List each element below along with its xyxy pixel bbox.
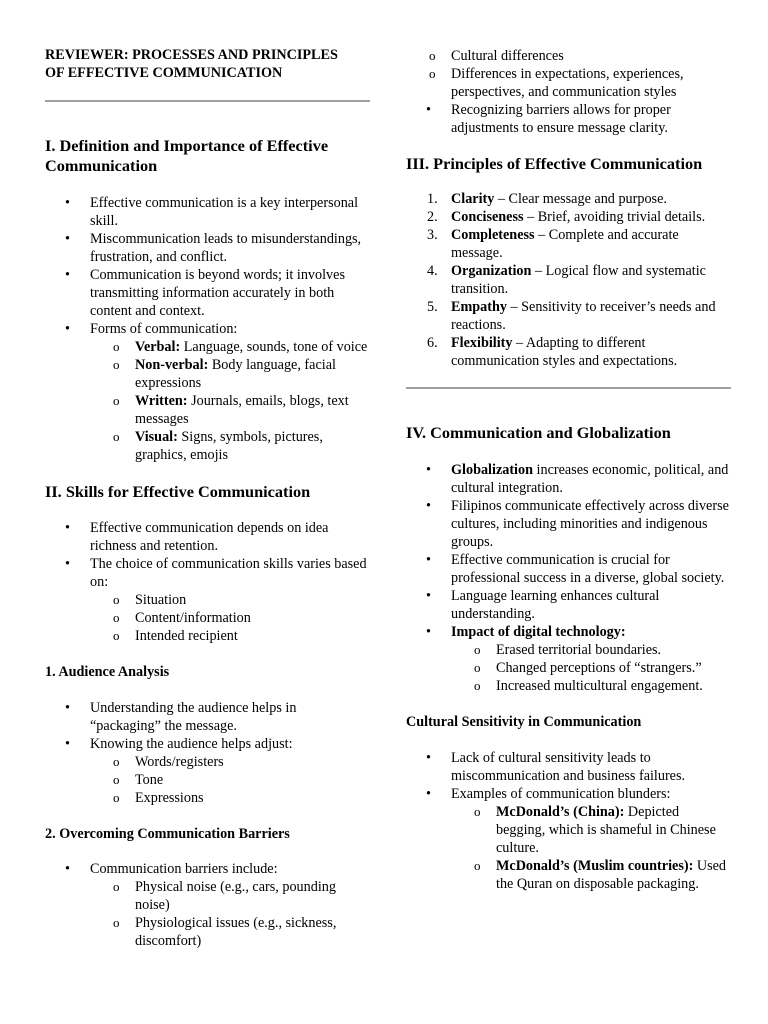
list-item: o Physical noise (e.g., cars, pounding noise)	[45, 878, 370, 914]
principle-term: Completeness	[451, 227, 535, 243]
form-desc: Body language, facial expressions	[135, 357, 336, 391]
principle-flexibility	[406, 334, 731, 370]
globalization-desc: increases economic, political, and cultural integration.	[451, 462, 729, 496]
section-3-divider	[406, 387, 731, 389]
impact-label: Impact of digital technology:	[451, 624, 626, 640]
list-item: o Cultural differences	[361, 47, 731, 65]
form-nonverbal	[45, 356, 370, 392]
barriers-label: Communication barriers include:	[90, 861, 278, 877]
list-item: • Lack of cultural sensitivity leads to miscommunication and business failures.	[406, 749, 731, 785]
list-item: o Intended recipient	[45, 627, 370, 645]
section-4-heading: IV. Communication and Globalization	[406, 423, 671, 442]
cultural-sensitivity-heading: Cultural Sensitivity in Communication	[406, 714, 642, 730]
principle-completeness	[406, 226, 731, 262]
principle-desc: – Logical flow and systematic transition.	[451, 263, 706, 297]
form-desc: Journals, emails, blogs, text messages	[135, 393, 349, 427]
principle-empathy	[406, 298, 731, 334]
audience-list	[45, 699, 370, 807]
principles-list	[406, 190, 731, 370]
list-item	[406, 461, 731, 497]
principle-organization	[406, 262, 731, 298]
principle-clarity	[406, 190, 731, 208]
globalization-term: Globalization	[451, 462, 533, 478]
principle-desc: – Sensitivity to receiver’s needs and reactions.	[451, 299, 716, 333]
adjust-list	[90, 753, 370, 807]
title-divider	[45, 100, 370, 102]
list-item	[45, 860, 370, 950]
example-term: McDonald’s (China):	[496, 804, 625, 820]
list-item	[406, 623, 731, 695]
list-item: • Effective communication is a key interpersonal skill.	[45, 194, 370, 230]
list-item: • Communication is beyond words; it involves transmitting information accurately in both content and context.	[45, 266, 370, 320]
form-written	[45, 392, 370, 428]
principle-term: Empathy	[451, 299, 507, 315]
title-line-1: REVIEWER: PROCESSES AND PRINCIPLES	[45, 47, 338, 63]
form-verbal	[45, 338, 370, 356]
section-1-list	[45, 194, 370, 464]
audience-analysis-heading: 1. Audience Analysis	[45, 664, 170, 680]
list-item: o Situation	[45, 591, 370, 609]
forms-label: Forms of communication:	[90, 321, 238, 337]
principle-desc: – Adapting to different communication styles and expectations.	[451, 335, 678, 369]
list-item: o Content/information	[45, 609, 370, 627]
form-term: Written:	[135, 393, 188, 409]
barriers-closing-list	[406, 101, 731, 137]
example-desc: Depicted begging, which is shameful in Chinese culture.	[496, 804, 716, 856]
sensitivity-list	[406, 749, 731, 893]
example-china	[406, 803, 731, 857]
barriers-heading: 2. Overcoming Communication Barriers	[45, 826, 290, 842]
principle-number: 2.	[427, 209, 438, 225]
example-desc: Used the Quran on disposable packaging.	[496, 858, 727, 892]
list-item: o Changed perceptions of “strangers.”	[406, 659, 731, 677]
adjust-label: Knowing the audience helps adjust:	[90, 736, 293, 752]
list-item: o Differences in expectations, experiences, perspectives, and communication styles	[361, 65, 731, 101]
section-2-list	[45, 519, 370, 645]
form-desc: Signs, symbols, pictures, graphics, emojis	[135, 429, 323, 463]
form-term: Verbal:	[135, 339, 181, 355]
section-1-heading: I. Definition and Importance of Effective Communication	[45, 136, 329, 175]
barriers-items-left	[90, 878, 370, 950]
principle-number: 4.	[427, 263, 438, 279]
principle-number: 3.	[427, 227, 438, 243]
list-item: o Expressions	[45, 789, 370, 807]
principle-desc: – Complete and accurate message.	[451, 227, 679, 261]
list-item	[45, 555, 370, 645]
list-item: • Effective communication depends on idea richness and retention.	[45, 519, 370, 555]
document-title	[45, 46, 370, 82]
left-column	[45, 46, 370, 950]
list-item: o Increased multicultural engagement.	[406, 677, 731, 695]
list-item: • Effective communication is crucial for professional success in a diverse, global society.	[406, 551, 731, 587]
list-item: o Tone	[45, 771, 370, 789]
form-term: Visual:	[135, 429, 178, 445]
list-item: • Recognizing barriers allows for proper adjustments to ensure message clarity.	[406, 101, 731, 137]
principle-term: Flexibility	[451, 335, 513, 351]
form-desc: Language, sounds, tone of voice	[180, 339, 368, 355]
factors-list	[90, 591, 370, 645]
right-column	[406, 47, 731, 893]
list-item	[45, 320, 370, 464]
list-item	[406, 785, 731, 893]
form-term: Non-verbal:	[135, 357, 209, 373]
section-4-list	[406, 461, 731, 695]
list-item: o Words/registers	[45, 753, 370, 771]
list-item: • Filipinos communicate effectively across diverse cultures, including minorities and indigenous groups.	[406, 497, 731, 551]
list-item: • Language learning enhances cultural understanding.	[406, 587, 731, 623]
barriers-list	[45, 860, 370, 950]
principle-conciseness	[406, 208, 731, 226]
form-visual	[45, 428, 370, 464]
principle-number: 5.	[427, 299, 438, 315]
list-item: o Physiological issues (e.g., sickness, discomfort)	[45, 914, 370, 950]
forms-list	[90, 338, 370, 464]
examples-list	[451, 803, 731, 893]
list-item	[45, 735, 370, 807]
example-term: McDonald’s (Muslim countries):	[496, 858, 694, 874]
example-muslim-countries	[406, 857, 731, 893]
list-item: o Erased territorial boundaries.	[406, 641, 731, 659]
section-3-heading: III. Principles of Effective Communication	[406, 154, 703, 173]
principle-number: 1.	[427, 191, 438, 207]
principle-desc: – Brief, avoiding trivial details.	[523, 209, 706, 225]
title-line-2: OF EFFECTIVE COMMUNICATION	[45, 65, 283, 81]
section-2-heading: II. Skills for Effective Communication	[45, 482, 311, 501]
principle-number: 6.	[427, 335, 438, 351]
principle-term: Organization	[451, 263, 532, 279]
list-item: • Miscommunication leads to misunderstandings, frustration, and conflict.	[45, 230, 370, 266]
principle-term: Clarity	[451, 191, 495, 207]
principle-term: Conciseness	[451, 209, 524, 225]
barriers-items-right	[361, 47, 731, 101]
examples-label: Examples of communication blunders:	[451, 786, 671, 802]
list-item: • Understanding the audience helps in “packaging” the message.	[45, 699, 370, 735]
principle-desc: – Clear message and purpose.	[494, 191, 667, 207]
impact-list	[451, 641, 731, 695]
factors-label: The choice of communication skills varies based on:	[90, 556, 367, 590]
